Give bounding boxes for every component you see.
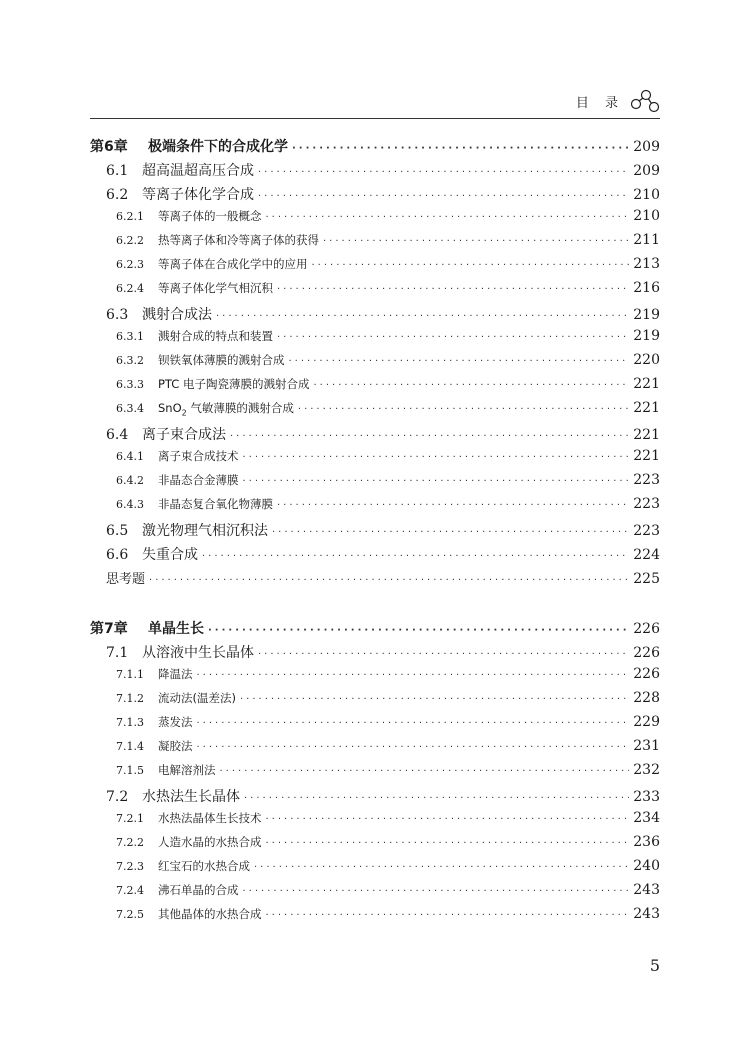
entry-title: PTC 电子陶瓷薄膜的溅射合成 <box>158 377 310 391</box>
leader-dots <box>292 143 629 154</box>
entry-title: 流动法(温差法) <box>158 691 236 705</box>
entry-title: 水热法晶体生长技术 <box>158 811 262 825</box>
toc-section-entry[interactable] <box>90 786 660 810</box>
toc-sub-entry[interactable] <box>90 400 660 424</box>
section-number: 7.1.4 <box>116 740 144 753</box>
leader-dots <box>202 551 629 562</box>
page-ref: 231 <box>633 738 660 754</box>
section-number: 6.3 <box>106 307 129 323</box>
section-number: 6.2.1 <box>116 210 144 223</box>
page-ref: 224 <box>633 547 660 563</box>
toc-sub-entry[interactable] <box>90 472 660 496</box>
header-title: 目 录 <box>575 96 624 111</box>
section-number: 6.4 <box>106 427 129 443</box>
chapter-title: 极端条件下的合成化学 <box>148 139 288 155</box>
leader-dots <box>277 332 629 343</box>
leader-dots <box>197 742 630 753</box>
page-ref: 220 <box>633 352 660 368</box>
page-ref: 226 <box>633 666 660 682</box>
leader-dots <box>220 766 630 777</box>
molecule-icon <box>630 88 660 118</box>
toc-sub-entry[interactable] <box>90 256 660 280</box>
page-number: 5 <box>649 956 660 975</box>
toc-question-entry[interactable] <box>90 568 660 592</box>
page-ref: 210 <box>633 208 660 224</box>
section-number: 6.5 <box>106 523 129 539</box>
page-ref: 209 <box>633 163 660 179</box>
toc-sub-entry[interactable] <box>90 352 660 376</box>
section-number: 6.6 <box>106 547 129 563</box>
page-ref: 216 <box>633 280 660 296</box>
toc-sub-entry[interactable] <box>90 448 660 472</box>
entry-title: 人造水晶的水热合成 <box>158 835 262 849</box>
section-number: 6.4.1 <box>116 450 144 463</box>
entry-title: 热等离子体和冷等离子体的获得 <box>158 233 319 247</box>
entry-title: 凝胶法 <box>158 739 193 753</box>
entry-title: 钡铁氧体薄膜的溅射合成 <box>158 353 285 367</box>
leader-dots <box>277 500 629 511</box>
formula-subscript: 2 <box>181 408 187 418</box>
toc-section-entry[interactable] <box>90 160 660 184</box>
section-number: 7.2.1 <box>116 812 144 825</box>
entry-title: 离子束合成法 <box>142 427 226 443</box>
page-ref: 240 <box>633 858 660 874</box>
chapter-number: 第6章 <box>90 139 128 155</box>
leader-dots <box>323 236 629 247</box>
leader-dots <box>266 212 630 223</box>
entry-title: 等离子体的一般概念 <box>158 209 262 223</box>
page-ref: 232 <box>633 762 660 778</box>
entry-title: 非晶态复合氧化物薄膜 <box>158 497 273 511</box>
entry-title: 思考题 <box>106 572 146 587</box>
section-number: 7.2.3 <box>116 860 144 873</box>
leader-dots <box>244 793 629 804</box>
entry-title: 降温法 <box>158 667 193 681</box>
page-ref: 213 <box>633 256 660 272</box>
leader-dots <box>197 670 630 681</box>
leader-dots <box>208 625 629 636</box>
section-number: 7.2.2 <box>116 836 144 849</box>
toc-section-entry[interactable] <box>90 544 660 568</box>
section-number: 7.1.2 <box>116 692 144 705</box>
entry-title: 离子束合成技术 <box>158 449 239 463</box>
section-number: 7.1.5 <box>116 764 144 777</box>
toc-chapter-6[interactable] <box>90 136 660 160</box>
page-ref: 236 <box>633 834 660 850</box>
toc-sub-entry[interactable] <box>90 858 660 882</box>
entry-title: 激光物理气相沉积法 <box>142 523 268 539</box>
section-number: 7.1 <box>106 645 129 661</box>
toc-sub-entry[interactable] <box>90 834 660 858</box>
entry-title: 红宝石的水热合成 <box>158 859 250 873</box>
toc-sub-entry[interactable] <box>90 762 660 786</box>
page-ref: 211 <box>633 232 660 248</box>
section-number: 6.3.2 <box>116 354 144 367</box>
toc-section-entry[interactable] <box>90 184 660 208</box>
leader-dots <box>277 284 629 295</box>
leader-dots <box>243 886 630 897</box>
entry-title: 溅射合成的特点和装置 <box>158 329 273 343</box>
leader-dots <box>289 356 630 367</box>
entry-title: 沸石单晶的合成 <box>158 883 239 897</box>
entry-title: 等离子体在合成化学中的应用 <box>158 257 308 271</box>
toc-sub-entry[interactable] <box>90 328 660 352</box>
leader-dots <box>298 404 629 415</box>
section-number: 7.2.5 <box>116 908 144 921</box>
toc-sub-entry[interactable] <box>90 666 660 690</box>
page-ref: 219 <box>633 328 660 344</box>
chapter-number: 第7章 <box>90 621 128 637</box>
entry-title: 水热法生长晶体 <box>142 789 240 805</box>
page-ref: 223 <box>633 496 660 512</box>
entry-title: 等离子体化学合成 <box>142 187 254 203</box>
entry-title: 电解溶剂法 <box>158 763 216 777</box>
toc-sub-entry[interactable] <box>90 690 660 714</box>
leader-dots <box>258 649 629 660</box>
toc-chapter-7[interactable] <box>90 618 660 642</box>
leader-dots <box>240 694 629 705</box>
leader-dots <box>266 814 630 825</box>
toc-sub-entry[interactable] <box>90 280 660 304</box>
leader-dots <box>313 380 629 391</box>
entry-title: 等离子体化学气相沉积 <box>158 281 273 295</box>
toc-sub-entry[interactable] <box>90 376 660 400</box>
entry-title <box>158 400 294 417</box>
toc-section-entry[interactable] <box>90 520 660 544</box>
page-ref: 221 <box>633 448 660 464</box>
section-number: 6.4.2 <box>116 474 144 487</box>
section-number: 7.1.1 <box>116 668 144 681</box>
entry-title: 其他晶体的水热合成 <box>158 907 262 921</box>
toc-sub-entry[interactable] <box>90 714 660 738</box>
section-number: 7.2 <box>106 789 129 805</box>
page-ref: 243 <box>633 906 660 922</box>
page-ref: 223 <box>633 523 660 539</box>
section-number: 6.2.4 <box>116 282 144 295</box>
toc-section-entry[interactable] <box>90 304 660 328</box>
section-number: 7.2.4 <box>116 884 144 897</box>
section-number: 6.1 <box>106 163 129 179</box>
section-number: 7.1.3 <box>116 716 144 729</box>
entry-title: 失重合成 <box>142 547 198 563</box>
leader-dots <box>197 718 630 729</box>
page-ref: 221 <box>633 376 660 392</box>
entry-title-rest: 气敏薄膜的溅射合成 <box>186 401 294 415</box>
page-ref: 226 <box>633 621 660 637</box>
page-ref: 226 <box>633 645 660 661</box>
toc-sub-entry[interactable] <box>90 208 660 232</box>
leader-dots <box>230 431 629 442</box>
table-of-contents <box>90 136 660 930</box>
page-ref: 219 <box>633 307 660 323</box>
page-ref: 228 <box>633 690 660 706</box>
section-number: 6.3.1 <box>116 330 144 343</box>
leader-dots <box>243 452 630 463</box>
leader-dots <box>258 191 629 202</box>
toc-sub-entry[interactable] <box>90 232 660 256</box>
page-ref: 233 <box>633 789 660 805</box>
leader-dots <box>266 910 630 921</box>
page-ref: 243 <box>633 882 660 898</box>
section-number: 6.2.2 <box>116 234 144 247</box>
page-ref: 210 <box>633 187 660 203</box>
toc-sub-entry[interactable] <box>90 738 660 762</box>
section-number: 6.2 <box>106 187 129 203</box>
leader-dots <box>149 575 629 586</box>
section-number: 6.4.3 <box>116 498 144 511</box>
leader-dots <box>266 838 630 849</box>
chapter-gap <box>90 592 660 618</box>
entry-title: 超高温超高压合成 <box>142 163 254 179</box>
toc-sub-entry[interactable] <box>90 810 660 834</box>
toc-sub-entry[interactable] <box>90 882 660 906</box>
page-ref: 234 <box>633 810 660 826</box>
toc-sub-entry[interactable] <box>90 906 660 930</box>
toc-section-entry[interactable] <box>90 642 660 666</box>
entry-title: 溅射合成法 <box>142 307 212 323</box>
leader-dots <box>258 167 629 178</box>
page-ref: 223 <box>633 472 660 488</box>
running-header <box>90 88 660 119</box>
entry-title: 非晶态合金薄膜 <box>158 473 239 487</box>
section-number: 6.3.4 <box>116 402 144 415</box>
toc-section-entry[interactable] <box>90 424 660 448</box>
entry-title: 从溶液中生长晶体 <box>142 645 254 661</box>
leader-dots <box>272 527 629 538</box>
page-ref: 225 <box>633 571 660 587</box>
page-ref: 221 <box>633 427 660 443</box>
leader-dots <box>254 862 629 873</box>
page-ref: 229 <box>633 714 660 730</box>
formula-text: SnO <box>158 401 182 415</box>
section-number: 6.3.3 <box>116 378 144 391</box>
page-ref: 221 <box>633 400 660 416</box>
leader-dots <box>312 260 630 271</box>
entry-title: 蒸发法 <box>158 715 193 729</box>
leader-dots <box>243 476 630 487</box>
toc-sub-entry[interactable] <box>90 496 660 520</box>
leader-dots <box>216 311 629 322</box>
section-number: 6.2.3 <box>116 258 144 271</box>
page-ref: 209 <box>633 139 660 155</box>
chapter-title: 单晶生长 <box>148 621 204 637</box>
